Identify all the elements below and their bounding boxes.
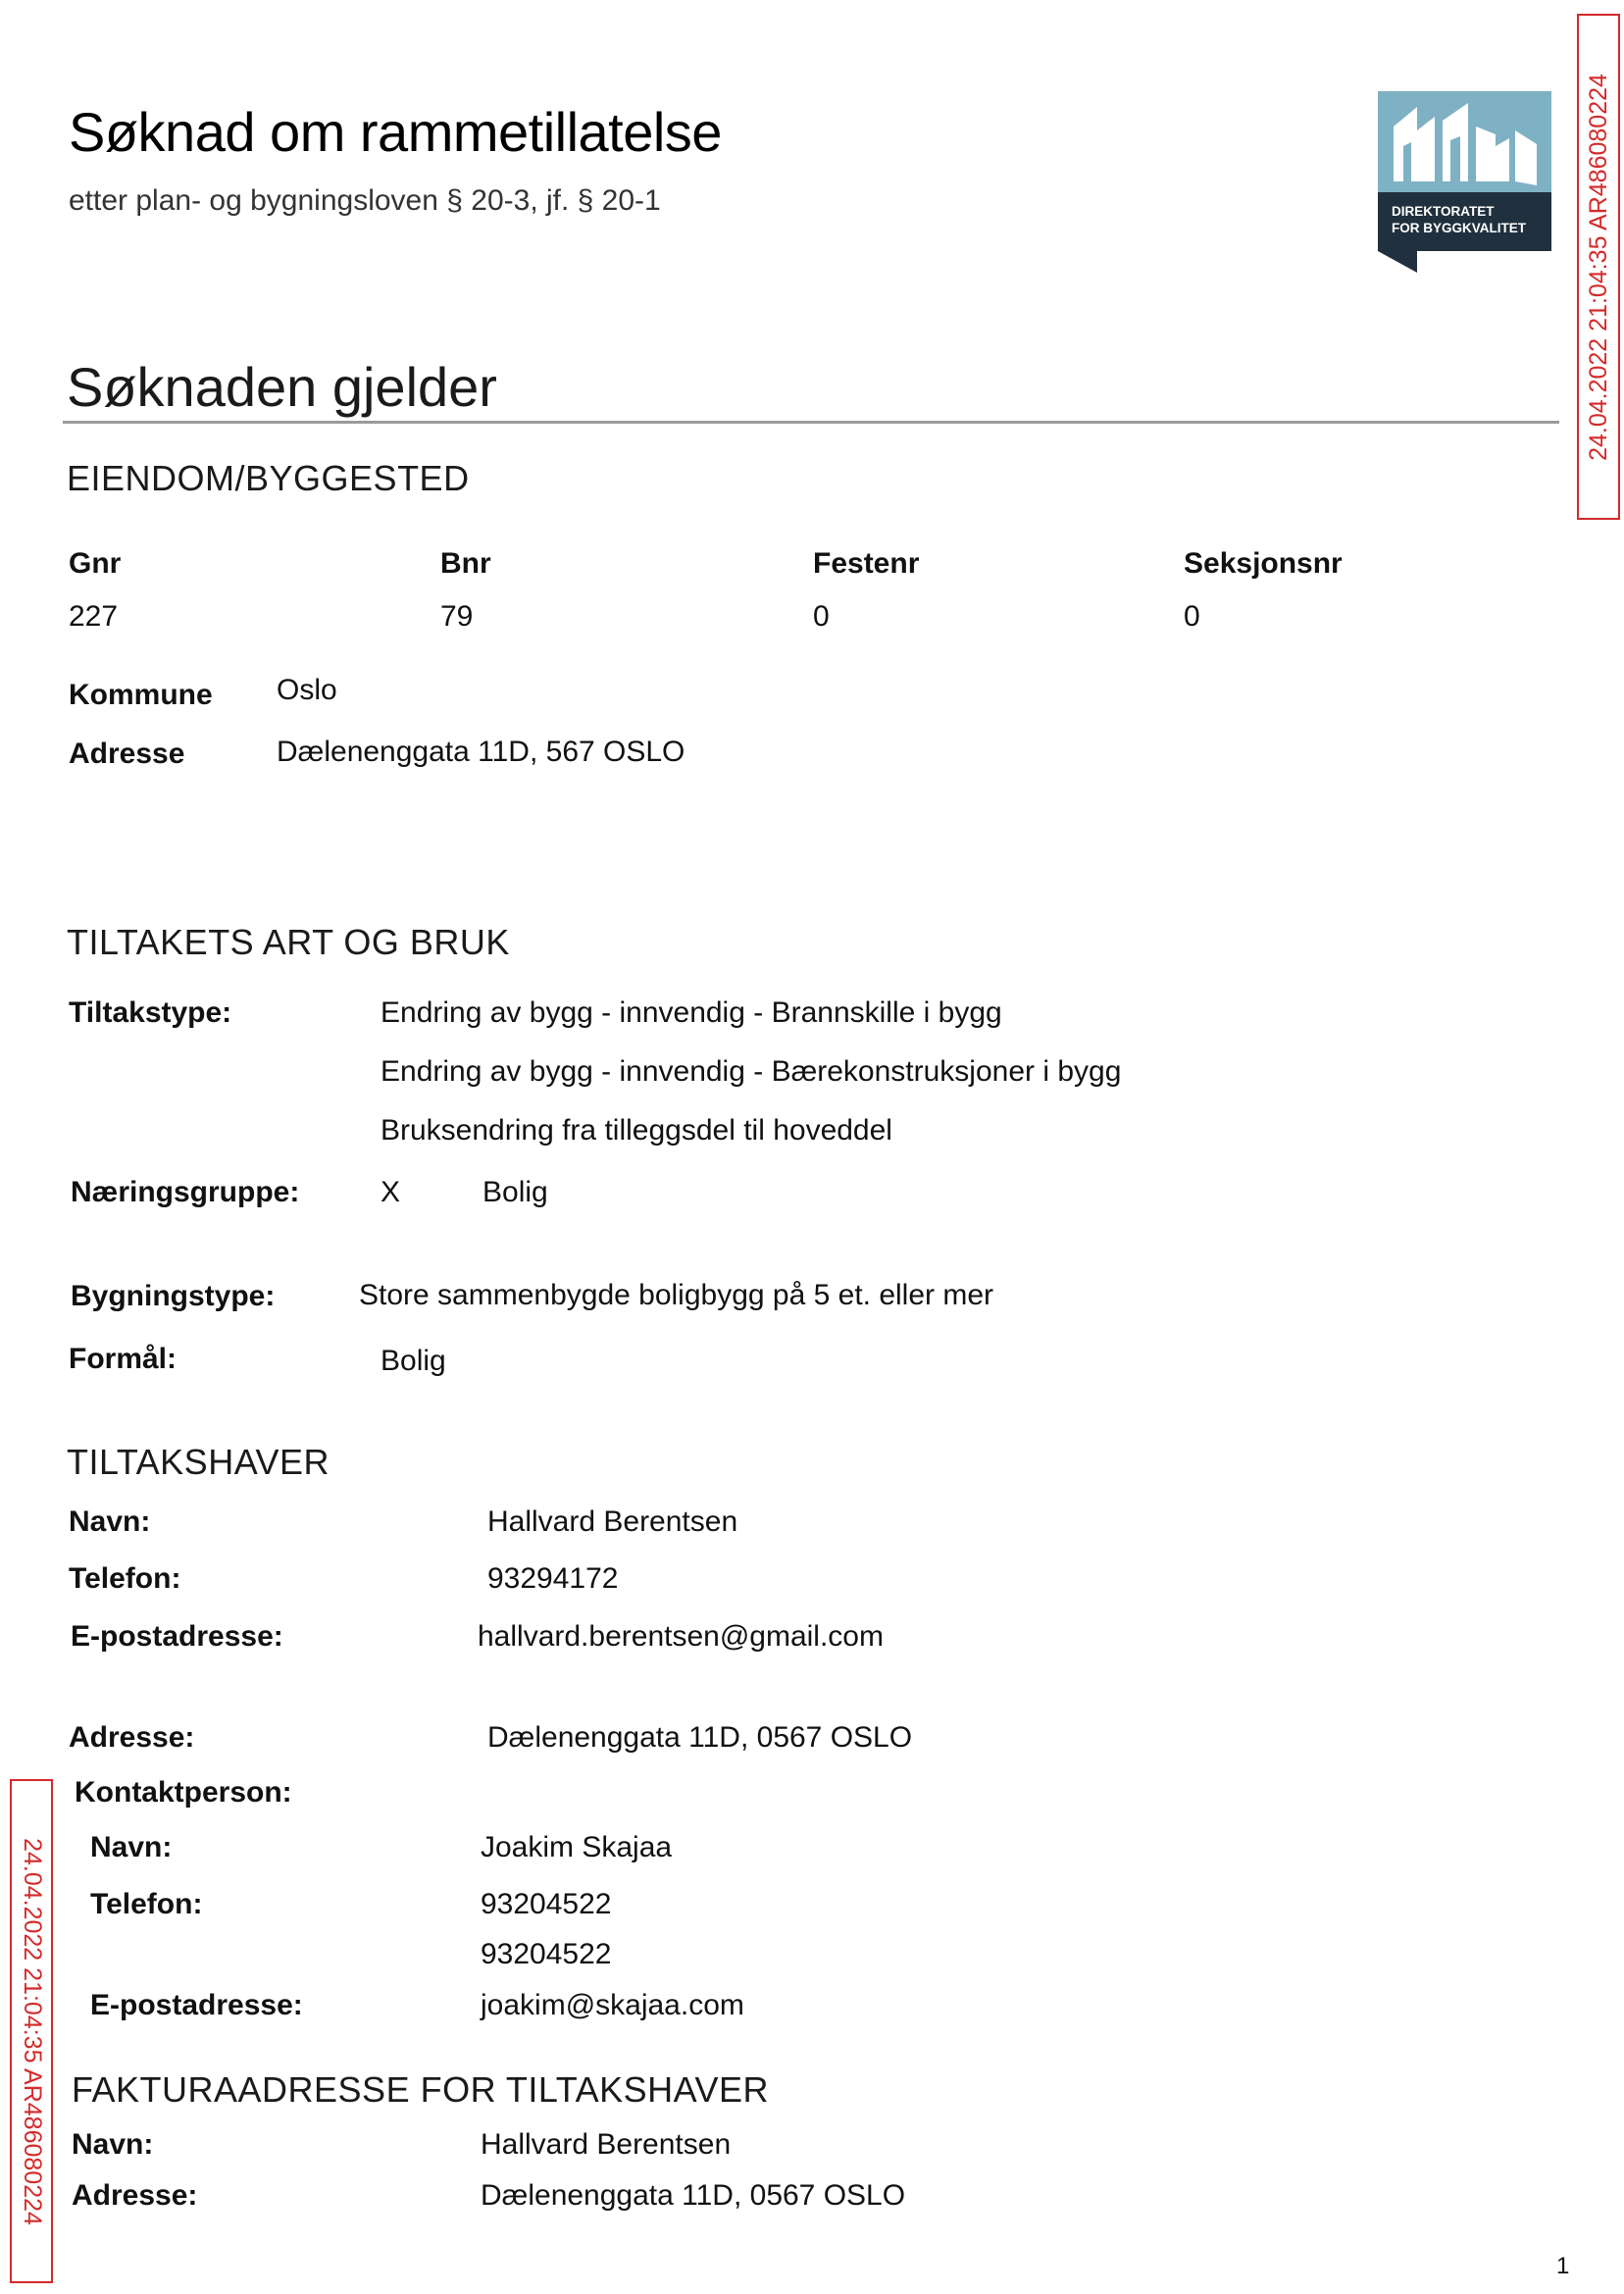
adresse-value: Dælenenggata 11D, 567 OSLO [277,736,685,768]
heading-tiltakshaver: TILTAKSHAVER [67,1442,330,1482]
tiltakstype-item: Bruksendring fra tilleggsdel til hoveddel [381,1114,892,1147]
tiltakshaver-epost-value: hallvard.berentsen@gmail.com [478,1620,884,1653]
stamp-text-bottom: 24.04.2022 21:04:35 AR486080224 [18,1837,46,2225]
logo-pennant-icon [1378,251,1417,273]
document-title: Søknad om rammetillatelse [69,101,722,163]
logo-line-2: FOR BYGGKVALITET [1392,221,1526,235]
kontakt-navn-label: Navn: [90,1831,173,1863]
kontakt-epost-label: E-postadresse: [90,1989,303,2021]
kontakt-navn-value: Joakim Skajaa [481,1831,673,1863]
section-title: Søknaden gjelder [67,356,497,418]
heading-faktura: FAKTURAADRESSE FOR TILTAKSHAVER [72,2069,769,2110]
seksjonsnr-value: 0 [1184,600,1200,633]
seksjonsnr-label: Seksjonsnr [1184,547,1343,580]
logo-line-1: DIREKTORATET [1392,204,1495,219]
tiltakshaver-telefon-label: Telefon: [69,1562,181,1595]
dibk-building-logo-icon [1378,91,1551,192]
tiltakshaver-telefon-value: 93294172 [487,1562,619,1595]
faktura-adresse-value: Dælenenggata 11D, 0567 OSLO [481,2179,906,2212]
adresse-label: Adresse [69,738,185,770]
tiltakstype-item: Endring av bygg - innvendig - Brannskille i bygg [381,996,1002,1029]
tiltakshaver-adresse-label: Adresse: [69,1721,195,1754]
faktura-navn-value: Hallvard Berentsen [481,2128,732,2161]
document-subtitle: etter plan- og bygningsloven § 20-3, jf. § 20-1 [69,184,661,217]
gnr-label: Gnr [69,547,122,580]
tiltakstype-label: Tiltakstype: [69,996,232,1029]
kontaktperson-label: Kontaktperson: [75,1776,292,1809]
bnr-value: 79 [440,600,474,633]
section-divider [63,421,1559,424]
kontakt-telefon-value: 93204522 [481,1888,612,1920]
tiltakshaver-adresse-value: Dælenenggata 11D, 0567 OSLO [487,1721,913,1754]
faktura-adresse-label: Adresse: [72,2179,198,2212]
naeringsgruppe-value: Bolig [482,1176,548,1208]
stamp-text-top: 24.04.2022 21:04:35 AR486080224 [1584,73,1612,461]
receipt-stamp-top [1577,14,1620,520]
tiltakstype-item: Endring av bygg - innvendig - Bærekonstruksjoner i bygg [381,1055,1122,1088]
dibk-logo [1378,91,1551,273]
tiltakshaver-epost-label: E-postadresse: [71,1620,283,1653]
bnr-label: Bnr [440,547,491,580]
formal-label: Formål: [69,1343,178,1375]
heading-tiltak: TILTAKETS ART OG BRUK [67,922,510,962]
bygningstype-label: Bygningstype: [71,1280,276,1312]
festenr-value: 0 [813,600,830,633]
kommune-value: Oslo [277,674,337,706]
kontakt-epost-value: joakim@skajaa.com [481,1989,744,2021]
naeringsgruppe-code: X [381,1176,401,1208]
formal-value: Bolig [381,1345,446,1377]
dibk-logo-text [1378,192,1551,251]
kontakt-telefon-label: Telefon: [90,1888,203,1920]
bygningstype-value: Store sammenbygde boligbygg på 5 et. eller mer [359,1279,994,1311]
tiltakshaver-navn-value: Hallvard Berentsen [487,1505,738,1538]
festenr-label: Festenr [813,547,920,580]
naeringsgruppe-label: Næringsgruppe: [71,1176,300,1208]
heading-eiendom: EIENDOM/BYGGESTED [67,458,470,498]
faktura-navn-label: Navn: [72,2128,154,2161]
page-number: 1 [1556,2253,1570,2279]
kontakt-telefon-value-2: 93204522 [481,1938,612,1970]
receipt-stamp-bottom [10,1779,53,2283]
kommune-label: Kommune [69,679,213,711]
tiltakshaver-navn-label: Navn: [69,1505,151,1538]
gnr-value: 227 [69,600,119,633]
